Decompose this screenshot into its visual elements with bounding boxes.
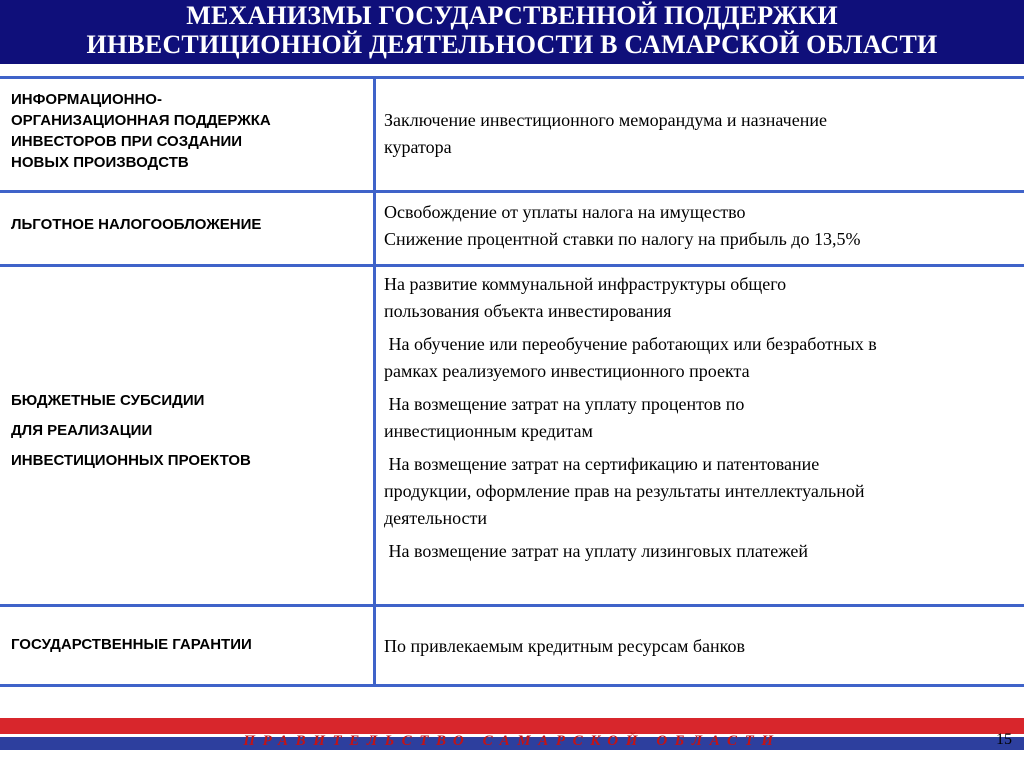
description-line: пользования объекта инвестирования [384,301,672,321]
description-line: инвестиционным кредитам [384,421,593,441]
mechanism-description [376,193,1024,264]
description-item [384,199,1014,226]
support-mechanisms-table [0,76,1024,687]
description-item [384,107,1014,161]
footer-government-label: ПРАВИТЕЛЬСТВО САМАРСКОЙ ОБЛАСТИ [243,733,781,749]
page-number: 15 [996,731,1012,748]
mechanism-description [376,79,1024,190]
description-item [384,271,1014,325]
description-line: куратора [384,137,452,157]
mechanism-label-line: ЛЬГОТНОЕ НАЛОГООБЛОЖЕНИЕ [11,216,262,233]
description-line: Заключение инвестиционного меморандума и назначение [384,110,827,130]
mechanism-label-line: ИНФОРМАЦИОННО- [11,91,162,108]
description-item [384,391,1014,445]
mechanism-label-line: ИНВЕСТОРОВ ПРИ СОЗДАНИИ [11,133,243,150]
description-line: деятельности [384,508,488,528]
mechanism-label [0,267,376,604]
description-item [384,633,1014,660]
table-row-state-guarantees [0,607,1024,687]
header-divider [0,64,1024,67]
mechanism-label-line: БЮДЖЕТНЫЕ СУБСИДИИ [11,391,205,409]
mechanism-label [0,193,376,264]
description-line: продукции, оформление прав на результаты интеллектуальной [384,481,865,501]
mechanism-description [376,267,1024,604]
description-line: На возмещение затрат на уплату процентов по [384,394,745,414]
mechanism-label-line: НОВЫХ ПРОИЗВОДСТВ [11,154,189,171]
table-row-info-support [0,76,1024,193]
footer-red-stripe [0,718,1024,734]
description-item [384,451,1014,532]
description-line: Освобождение от уплаты налога на имущество [384,202,746,222]
mechanism-description [376,607,1024,684]
footer-white-band [0,750,1024,768]
mechanism-label [0,79,376,190]
table-row-budget-subsidies [0,267,1024,607]
description-item [384,331,1014,385]
description-line: рамках реализуемого инвестиционного проекта [384,361,750,381]
description-line: По привлекаемым кредитным ресурсам банков [384,636,745,656]
description-line: На обучение или переобучение работающих или безработных в [384,334,877,354]
description-line: На развитие коммунальной инфраструктуры общего [384,274,787,294]
description-line: Снижение процентной ставки по налогу на прибыль до 13,5% [384,229,861,249]
description-item [384,538,1014,565]
description-line: На возмещение затрат на сертификацию и патентование [384,454,820,474]
mechanism-label-line: ИНВЕСТИЦИОННЫХ ПРОЕКТОВ [11,451,251,469]
title-line-2: ИНВЕСТИЦИОННОЙ ДЕЯТЕЛЬНОСТИ В САМАРСКОЙ ОБЛАСТИ [86,30,938,59]
description-item [384,226,1014,253]
description-line: На возмещение затрат на уплату лизинговых платежей [384,541,809,561]
table-row-tax-benefits [0,193,1024,267]
title-line-1: МЕХАНИЗМЫ ГОСУДАРСТВЕННОЙ ПОДДЕРЖКИ [186,1,838,30]
slide-title [0,0,1024,64]
mechanism-label-line: ОРГАНИЗАЦИОННАЯ ПОДДЕРЖКА [11,112,271,129]
mechanism-label-line: ГОСУДАРСТВЕННЫЕ ГАРАНТИИ [11,636,252,653]
mechanism-label-line: ДЛЯ РЕАЛИЗАЦИИ [11,421,153,439]
mechanism-label [0,607,376,684]
